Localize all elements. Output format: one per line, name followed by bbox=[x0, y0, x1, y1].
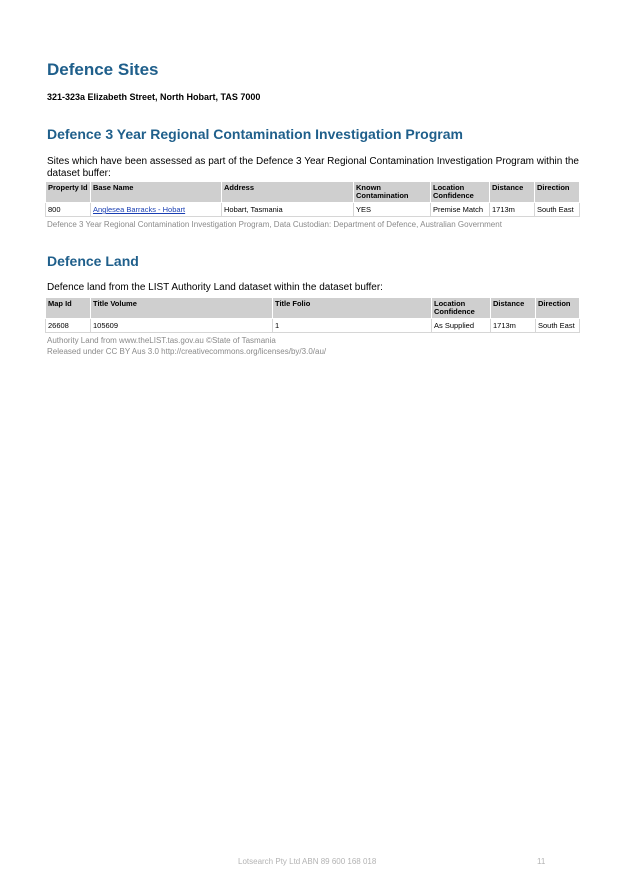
table-row bbox=[46, 203, 580, 217]
table-header-row bbox=[46, 182, 580, 203]
column-header: Title Folio bbox=[273, 298, 432, 319]
footer-company: Lotsearch Pty Ltd ABN 89 600 168 018 bbox=[238, 857, 377, 866]
table-cell: 800 bbox=[46, 203, 91, 217]
column-header: Distance bbox=[490, 182, 535, 203]
column-header: Title Volume bbox=[91, 298, 273, 319]
column-header: Address bbox=[222, 182, 354, 203]
column-header: Distance bbox=[491, 298, 536, 319]
table-cell: 1 bbox=[273, 319, 432, 333]
table-header-row bbox=[46, 298, 580, 319]
page-number: 11 bbox=[537, 857, 546, 866]
column-header: Direction bbox=[536, 298, 580, 319]
defence-land-table bbox=[45, 297, 580, 333]
table-cell-link bbox=[91, 203, 222, 217]
column-header: Location Confidence bbox=[431, 182, 490, 203]
column-header: Property Id bbox=[46, 182, 91, 203]
table-cell: 1713m bbox=[491, 319, 536, 333]
table-cell: 26608 bbox=[46, 319, 91, 333]
section-heading-defence-land: Defence Land bbox=[47, 253, 139, 269]
table-cell: Hobart, Tasmania bbox=[222, 203, 354, 217]
column-header: Known Contamination bbox=[354, 182, 431, 203]
page-title: Defence Sites bbox=[47, 60, 159, 79]
site-address: 321-323a Elizabeth Street, North Hobart, TAS 7000 bbox=[47, 92, 261, 102]
table-cell: As Supplied bbox=[432, 319, 491, 333]
table-cell: South East bbox=[535, 203, 580, 217]
defence-land-source-line2: Released under CC BY Aus 3.0 http://creativecommons.org/licenses/by/3.0/au/ bbox=[47, 347, 327, 356]
base-name-link[interactable]: Anglesea Barracks - Hobart bbox=[93, 205, 186, 214]
section-heading-contamination-program: Defence 3 Year Regional Contamination Investigation Program bbox=[47, 126, 463, 142]
table-cell: 1713m bbox=[490, 203, 535, 217]
column-header: Base Name bbox=[91, 182, 222, 203]
contamination-program-table bbox=[45, 181, 580, 217]
table-cell: South East bbox=[536, 319, 580, 333]
table-cell: 105609 bbox=[91, 319, 273, 333]
section-intro-defence-land: Defence land from the LIST Authority Land dataset within the dataset buffer: bbox=[47, 282, 383, 293]
defence-land-source-line1: Authority Land from www.theLIST.tas.gov.au ©State of Tasmania bbox=[47, 336, 276, 345]
column-header: Direction bbox=[535, 182, 580, 203]
column-header: Map Id bbox=[46, 298, 91, 319]
section-intro-contamination-program: Sites which have been assessed as part of the Defence 3 Year Regional Contamination Investigation Program within the dataset buffer: bbox=[47, 156, 579, 179]
table-row bbox=[46, 319, 580, 333]
table-cell: YES bbox=[354, 203, 431, 217]
column-header: Location Confidence bbox=[432, 298, 491, 319]
table-cell: Premise Match bbox=[431, 203, 490, 217]
contamination-program-source: Defence 3 Year Regional Contamination Investigation Program, Data Custodian: Department of Defence, Australian Government bbox=[47, 220, 502, 229]
